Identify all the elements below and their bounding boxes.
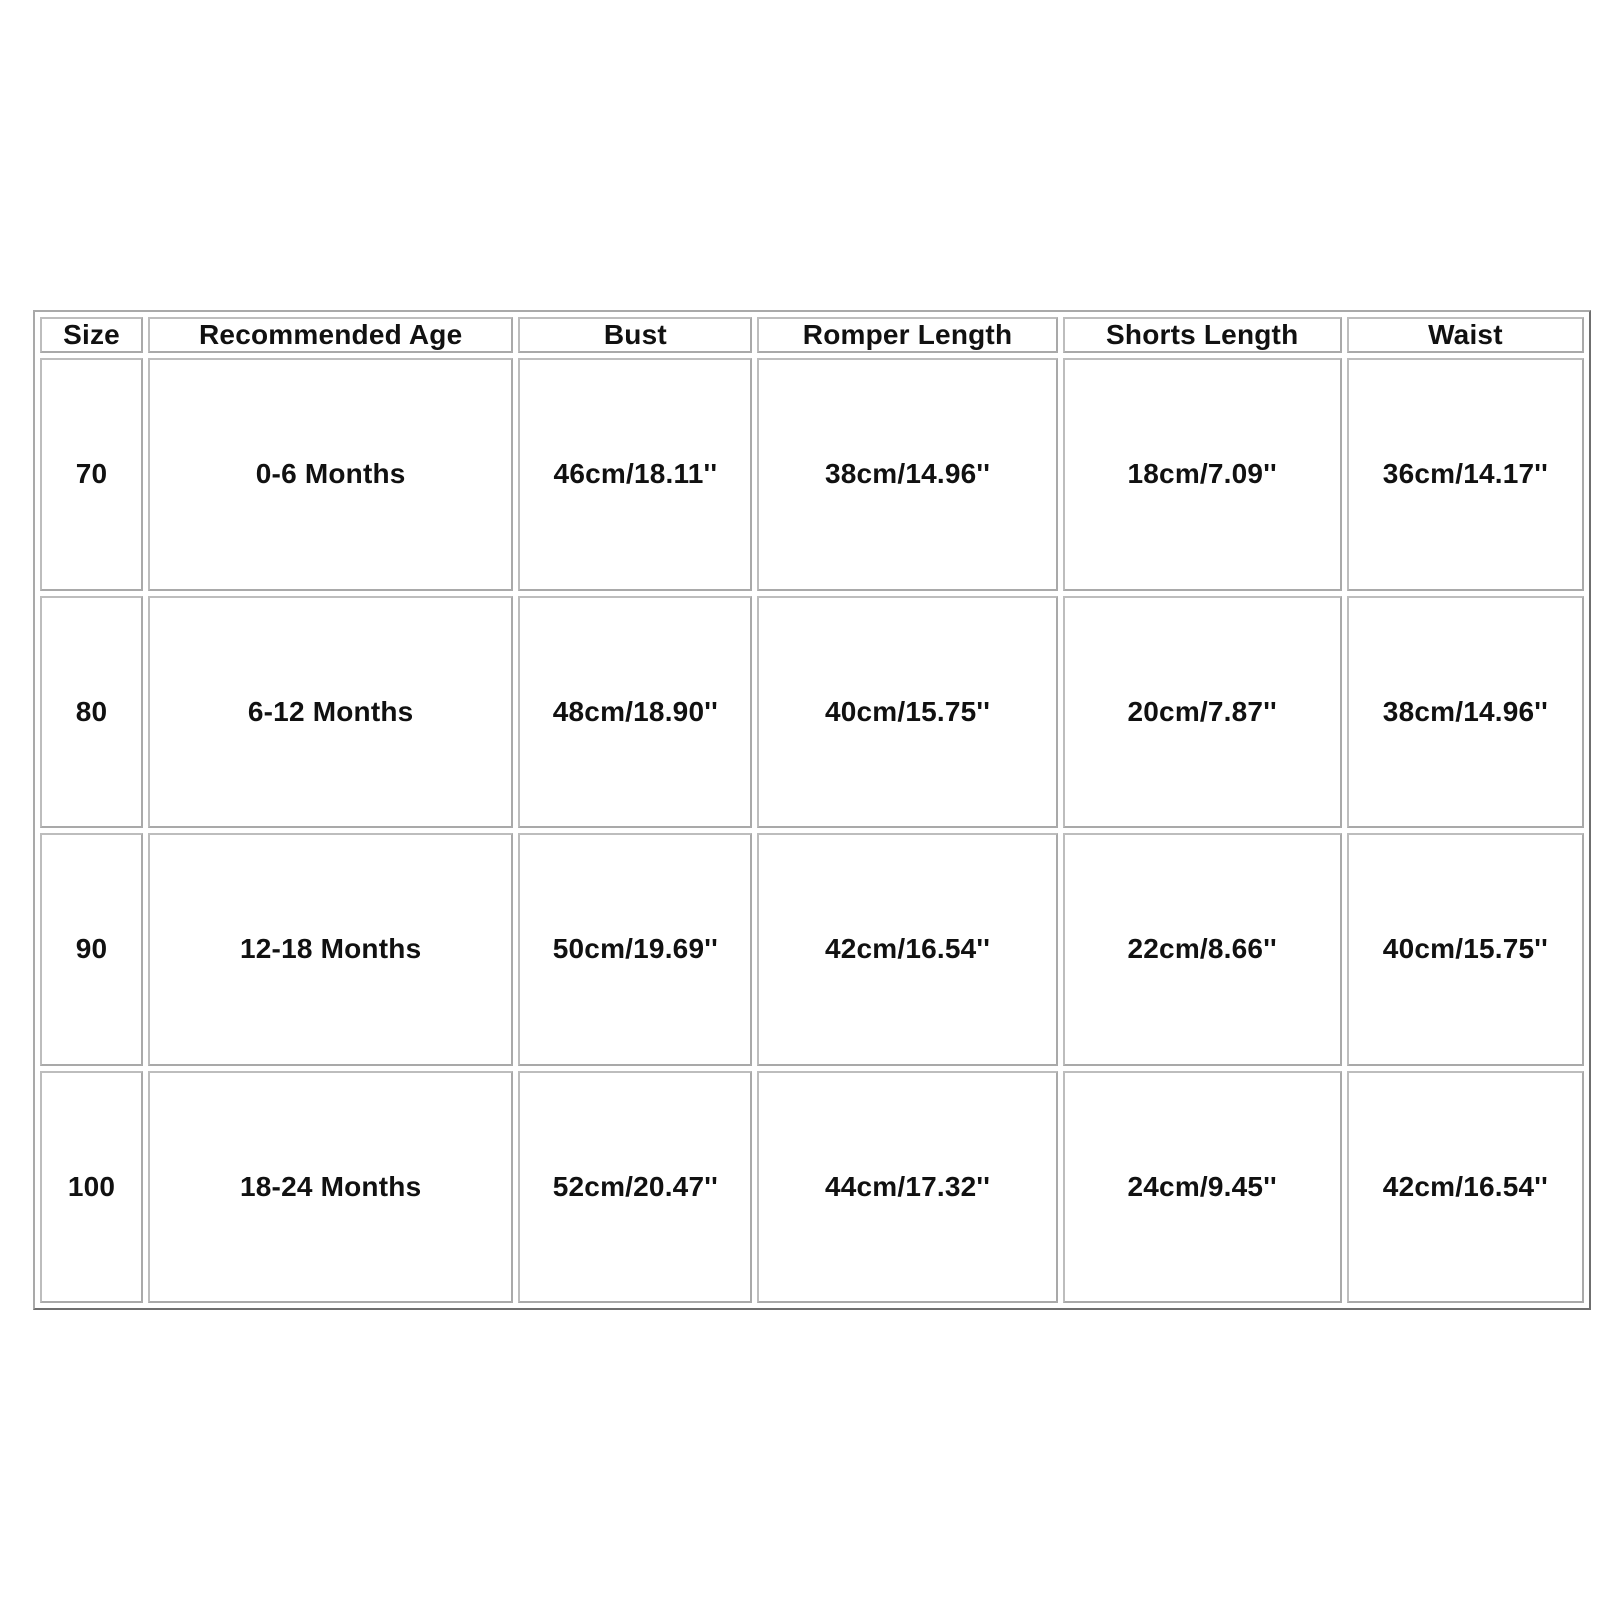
header-size: Size (40, 317, 143, 353)
header-shorts-length: Shorts Length (1063, 317, 1342, 353)
cell-bust: 46cm/18.11'' (518, 358, 752, 591)
cell-shorts-length: 22cm/8.66'' (1063, 833, 1342, 1066)
table-row (40, 833, 1584, 1066)
cell-recommended-age: 6-12 Months (148, 596, 513, 829)
cell-bust: 48cm/18.90'' (518, 596, 752, 829)
cell-shorts-length: 24cm/9.45'' (1063, 1071, 1342, 1304)
size-chart-table (35, 312, 1589, 1308)
size-chart-frame (33, 310, 1591, 1310)
cell-bust: 52cm/20.47'' (518, 1071, 752, 1304)
cell-recommended-age: 0-6 Months (148, 358, 513, 591)
cell-shorts-length: 18cm/7.09'' (1063, 358, 1342, 591)
header-bust: Bust (518, 317, 752, 353)
cell-romper-length: 38cm/14.96'' (757, 358, 1057, 591)
cell-size: 100 (40, 1071, 143, 1304)
table-row (40, 1071, 1584, 1304)
header-row (40, 317, 1584, 353)
cell-romper-length: 40cm/15.75'' (757, 596, 1057, 829)
header-recommended-age: Recommended Age (148, 317, 513, 353)
cell-size: 80 (40, 596, 143, 829)
cell-bust: 50cm/19.69'' (518, 833, 752, 1066)
cell-waist: 36cm/14.17'' (1347, 358, 1584, 591)
cell-shorts-length: 20cm/7.87'' (1063, 596, 1342, 829)
cell-waist: 40cm/15.75'' (1347, 833, 1584, 1066)
cell-recommended-age: 12-18 Months (148, 833, 513, 1066)
cell-waist: 42cm/16.54'' (1347, 1071, 1584, 1304)
table-row (40, 596, 1584, 829)
cell-romper-length: 44cm/17.32'' (757, 1071, 1057, 1304)
cell-waist: 38cm/14.96'' (1347, 596, 1584, 829)
cell-size: 90 (40, 833, 143, 1066)
header-waist: Waist (1347, 317, 1584, 353)
cell-romper-length: 42cm/16.54'' (757, 833, 1057, 1066)
table-row (40, 358, 1584, 591)
header-romper-length: Romper Length (757, 317, 1057, 353)
cell-size: 70 (40, 358, 143, 591)
cell-recommended-age: 18-24 Months (148, 1071, 513, 1304)
